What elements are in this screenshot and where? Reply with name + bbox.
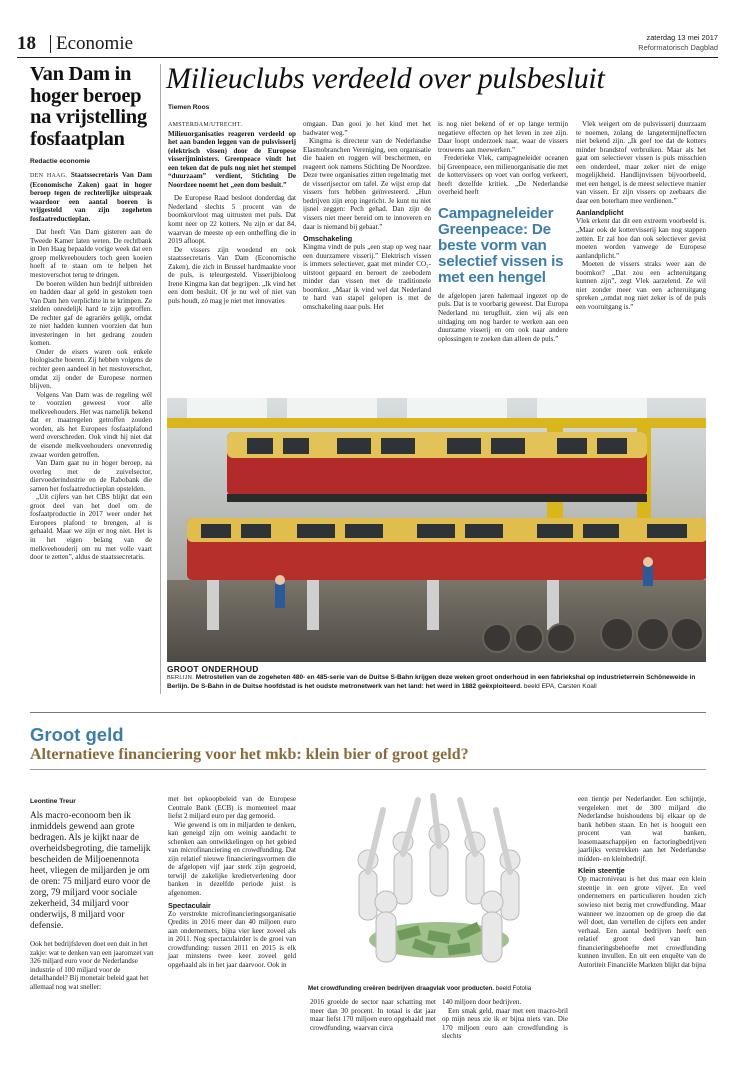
- header-rule: [17, 57, 718, 58]
- photo-caption-title: GROOT ONDERHOUD: [167, 664, 259, 674]
- newspaper-name: Reformatorisch Dagblad: [638, 43, 718, 52]
- bottom-paragraph: Ook het bedrijfsleven doet een duit in het zakje: wat te denken van een jaaromzet van 326 miljard euro voor de Nederlandse industrie of 100 miljard voor de detailhandel? Bij monetair beleid gaat het allemaal nog wat sneller:: [30, 940, 154, 991]
- left-paragraph: Van Dam gaat nu in hoger beroep, na overleg met de zuivelsector, diervoederindustrie en de Rabobank die samen het fosfaatreductieplan opstelden.: [30, 459, 152, 493]
- bottom-column-2: [168, 795, 296, 969]
- bottom-paragraph: 140 miljoen door bedrijven.: [442, 998, 522, 1006]
- main-lead: [168, 120, 296, 189]
- bottom-photo-credit: beeld Fotolia: [495, 985, 532, 992]
- page-number: 18: [17, 33, 36, 54]
- section-rule: [30, 712, 706, 713]
- main-column-4: [576, 120, 706, 311]
- bottom-column-3: [310, 998, 436, 1032]
- main-dateline: AMSTERDAM/UTRECHT.: [168, 122, 243, 128]
- main-headline: Milieuclubs verdeeld over pulsbesluit: [166, 62, 605, 95]
- bottom-caption-text: Met crowdfunding creëren bedrijven draagvlak voor producten.: [308, 985, 495, 992]
- main-column-1: [168, 120, 296, 305]
- main-byline: Tiemen Roos: [168, 104, 210, 111]
- main-subheading: Omschakeling: [303, 234, 353, 244]
- bottom-byline: Leontine Treur: [30, 798, 76, 805]
- photo-credit: beeld EPA, Carsten Koall: [523, 682, 597, 690]
- issue-date: zaterdag 13 mei 2017: [646, 33, 718, 42]
- bottom-column-5: [578, 795, 706, 969]
- main-paragraph: omgaan. Dan gooi je het kind met het badwater weg.”: [303, 120, 431, 137]
- main-paragraph: Frederieke Vlek, campagneleider oceanen bij Greenpeace, een milieuorganisatie die met de kottervissers op voet van oorlog verkeert, heeft dezelfde kritiek. „De Nederlandse overheid heeft: [438, 154, 568, 197]
- column-headline: Alternatieve financiering voor het mkb: klein bier of groot geld?: [30, 746, 469, 763]
- main-lead-text: Milieuorganisaties reageren verdeeld op het aan banden leggen van de pulsvisserij (elektrisch vissen) door de Europese visserijministers. Greenpeace vindt het een teken dat de puls nog niet het stempel “duurzaam” verdient, Stichting De Noordzee noemt het „een dom besluit.”: [168, 129, 296, 189]
- bottom-subheading: Klein steentje: [578, 866, 625, 876]
- left-paragraph: De boeren wilden hun bedrijf uitbreiden en hadden daar al geld in gestoken toen Van Dam hen verplichtte in te krimpen. Ze stelden onredelijk hard te zijn getroffen. De rechter gaf de agrariërs gelijk, omdat ze niet hadden kunnen voorzien dat hun investeringen in het gedrang zouden komen.: [30, 279, 152, 348]
- bottom-subheading: Spectaculair: [168, 900, 211, 910]
- caption-text: Metrostellen van de zogeheten 480- en 485-serie van de Duitse S-Bahn krijgen deze weken groot onderhoud in een fabriekshal op industrieterrein Schöneweide in Berlijn. De S-Bahn in de Duitse hoofdstad is het oudste metronetwerk van het land: het werd in 1882 geëxploiteerd.: [167, 674, 696, 690]
- main-paragraph: Kingma vindt de puls „een stap op weg naar een duurzamere visserij.” Elektrisch vissen is immers selectiever, gaat met minder CO₂-uitstoot gepaard en beroert de zeebodem minder dan vissen met de traditionele boomkor. „Maar ik vind wel dat Nederland te hard van stapel gelopen is met de omschakeling naar puls. Het: [303, 243, 431, 311]
- bottom-column-1: [30, 811, 158, 991]
- main-paragraph: Vlek weigert om de pulsvisserij duurzaam te noemen, zolang de langetermijneffecten niet bekend zijn. „Ik geef toe dat de kotters minder brandstof verbruiken. Maar als het gaat om selectiever vissen is puls misschien een onderdeel, maar zeker niet de enige mogelijkheid. Handlijnvissen bijvoorbeeld, met een hengel, is de meest selectieve manier van vissen. Er zijn vissers op zeebaars die daar een boterham mee verdienen.”: [576, 120, 706, 205]
- bottom-photo-caption: [308, 985, 570, 992]
- main-column-2: [303, 120, 431, 311]
- crowdfunding-photo: [308, 790, 570, 970]
- main-paragraph: De vissers zijn woedend en ook staatssecretaris Van Dam (Economische Zaken), die zich in Brussel hardmaakte voor de puls, is teleurgesteld. Visserijbioloog Irene Kingma kan dat begrijpen. „Ik vind het een dom besluit. Of je nu wel of niet van puls houdt, zó mag je niet met innovaties: [168, 245, 296, 305]
- main-subheading: Aanlandplicht: [576, 208, 624, 218]
- main-paragraph: Moeten de vissers straks weer aan de boomkor? „Dat zou een achteruitgang kunnen zijn”, zegt Vlek aarzelend. Ze wil niet zonder meer van een achteruitgang spreken „omdat nog niet zeker is of de puls een vooruitgang is.”: [576, 260, 706, 311]
- header-divider: [50, 35, 51, 53]
- train-workshop-photo: [167, 398, 706, 662]
- caption-city: BERLIJN.: [167, 675, 194, 681]
- left-paragraph: Dat heeft Van Dam gisteren aan de Tweede Kamer laten weten. De rechtbank in Den Haag bepaalde vorige week dat een groep melkveehouders toch geen koeien hoeft af te staan om te helpen het mestoverschot terug te dringen.: [30, 228, 152, 280]
- photo-caption: [167, 674, 707, 691]
- left-paragraph: Volgens Van Dam was de regeling wél te voorzien geweest voor alle melkveehouders. Het was namelijk bekend dat er maatregelen getroffen zouden worden, als het Europees fosfaatplafond werd overschreden. Ook vindt hij niet dat de eisende melkveehouders onevenredig zwaar worden getroffen.: [30, 390, 152, 459]
- left-article-headline: Van Dam in hoger beroep na vrijstelling fosfaatplan: [30, 63, 147, 150]
- bottom-paragraph: Zo verstrekte microfinancieringsorganisatie Qredits in 2016 meer dan 40 miljoen euro aan ondernemers, bijna vier keer zoveel als in 2011. Nog spectaculairder is de groei van crowdfunding: tussen 2011 en 2015 is elk jaar minstens twee keer zoveel geld opgehaald als in het jaar daarvoor. Ook in: [168, 909, 296, 969]
- bottom-paragraph: een tientje per Nederlander. Een schijntje, vergeleken met de 300 miljard die Nederlandse huishoudens bij elkaar op de bank hebben staan. En het is hooguit een procent van wat banken, leasemaatschappijen en factoringbedrijven jaarlijks verstrekken aan het Nederlandse midden- en kleinbedrijf.: [578, 795, 706, 863]
- left-article-byline: Redactie economie: [30, 158, 91, 165]
- bottom-paragraph: Op macroniveau is het dus maar een klein steentje in een grote vijver. En veel ondernemers en particulieren houden zich sowieso niet bezig met crowdfunding. Maar wanneer we inzoomen op de groep die dat wél doet, dan vertellen de cijfers een ander verhaal. Een aantal bedrijven heeft een relatief groot deel van hun financieringsbehoefte met crowdfunding kunnen invullen. En uit een enquête van de Autoriteit Financiële Markten blijkt dat bijna: [578, 875, 706, 969]
- bottom-paragraph: Een smak geld, maar met een macro-bril op mijn neus zie ik er bijna niets van. Die 170 miljoen euro aan crowdfunding is slechts: [442, 1006, 568, 1041]
- pull-quote: Campagneleider Greenpeace: De beste vorm van selectief vissen is met een hengel: [438, 204, 564, 286]
- bottom-paragraph: 2016 groeide de sector naar schatting met meer dan 30 procent. In totaal is dat jaar maar liefst 170 miljoen euro opgehaald met crowdfunding, waarvan circa: [310, 998, 436, 1032]
- left-dateline: DEN HAAG.: [30, 173, 68, 179]
- bottom-column-4: [442, 998, 568, 1041]
- left-paragraph: Onder de eisers waren ook enkele biologische boeren. Zij hebben volgens de rechter geen aandeel in het mestoverschot, omdat zij onder de Europese normen blijven.: [30, 347, 152, 391]
- bottom-paragraph: Wie gewend is om in miljarden te denken, kan geneigd zijn om weinig aandacht te schenken aan ontwikkelingen op het gebied van microfinanciering en crowdfunding. Dat zijn relatief nieuwe financieringsvormen die de afgelopen vijf jaar sterk zijn gegroeid, terwijl de zakelijke kredietverlening door banken in dezelfde periode juist is afgenomen.: [168, 820, 296, 898]
- main-paragraph: is nog niet bekend of er op lange termijn negatieve effecten op het leven in zee zijn. Daar loopt onderzoek naar, waar de vissers trouwens aan meewerken.”: [438, 120, 568, 154]
- left-paragraph: „Uit cijfers van het CBS blijkt dat een groot deel van het doel om de fosfaatproductie in 2017 weer onder het Europees plafond te brengen, al is gehaald. Maar we zijn er nog niet. Het is in het eigen belang van de melkveehouderij om nu met volle vaart door te zetten”, aldus de staatssecretaris.: [30, 493, 152, 562]
- main-paragraph: de afgelopen jaren halemaal ingezet op de puls. Dat is te voorbarig geweest. Dat Europa Nederland nu terugfluit, zien wij als een uitdaging om nog harder te werken aan een duurzame visserij en om ook naar andere oplossingen te zoeken dan alleen de puls.”: [438, 291, 568, 343]
- column-rule: [160, 64, 161, 694]
- left-lead-text: Staatssecretaris Van Dam (Economische Zaken) gaat in hoger beroep tegen de rechterlijke uitspraak waardoor een aantal boeren is vrijgesteld van zijn zogeheten fosfaatreductieplan.: [30, 171, 152, 223]
- main-paragraph: Kingma is directeur van de Nederlandse Elasmobranchen Vereniging, een organisatie die haaien en roggen wil beschermen, en reageert ook namens Stichting De Noordzee. Deze twee organisaties zitten regelmatig met de visserijsector om tafel. Ze wijst erop dat vissers fors hebben geïnvesteerd. „Hun bedrijven zijn erop ingericht. Je kunt nu niet ijsnel zeggen: Pech gehad. Dan zijn de vissers niet meer bereid om te innoveren en daar is niemand bij gebaat.”: [303, 137, 431, 231]
- column-title: Groot geld: [30, 724, 124, 745]
- bottom-paragraph: met het opkoopbeleid van de Europese Centrale Bank (ECB) is momenteel maar liefst 2 miljard euro per dag gemoeid.: [168, 795, 296, 821]
- main-paragraph: Vlek erkent dat dit een extreem voorbeeld is. „Maar ook de kottervisserij kan nog stappen zetten. Er zal hoe dan ook selectiever gevist moeten worden vanwege de Europese aanlandplicht.”: [576, 217, 706, 260]
- main-paragraph: De Europese Raad besloot donderdag dat Nederland slechts 5 procent van de boomkorvloot mag uitrusten met puls. Dat komt neer op 22 kotters. Nu zijn er dat 84, waarvan de meeste op een ontheffing die in 2019 afloopt.: [168, 194, 296, 246]
- left-article: [30, 64, 152, 562]
- main-column-3: [438, 120, 568, 343]
- left-article-lead: [30, 171, 152, 223]
- section-rule: [30, 769, 706, 770]
- bottom-intro: Als macro-econoom ben ik inmiddels gewend aan grote bedragen. Als je kijkt naar de overheidsbegroting, die tamelijk bescheiden de Miljoenennota heet, vliegen de miljarden je om de oren: 75 miljard euro voor de zorg, 79 miljard voor sociale zekerheid, 34 miljard voor onderwijs, 8 miljard voor defensie.: [30, 811, 151, 931]
- section-name: Economie: [56, 33, 134, 54]
